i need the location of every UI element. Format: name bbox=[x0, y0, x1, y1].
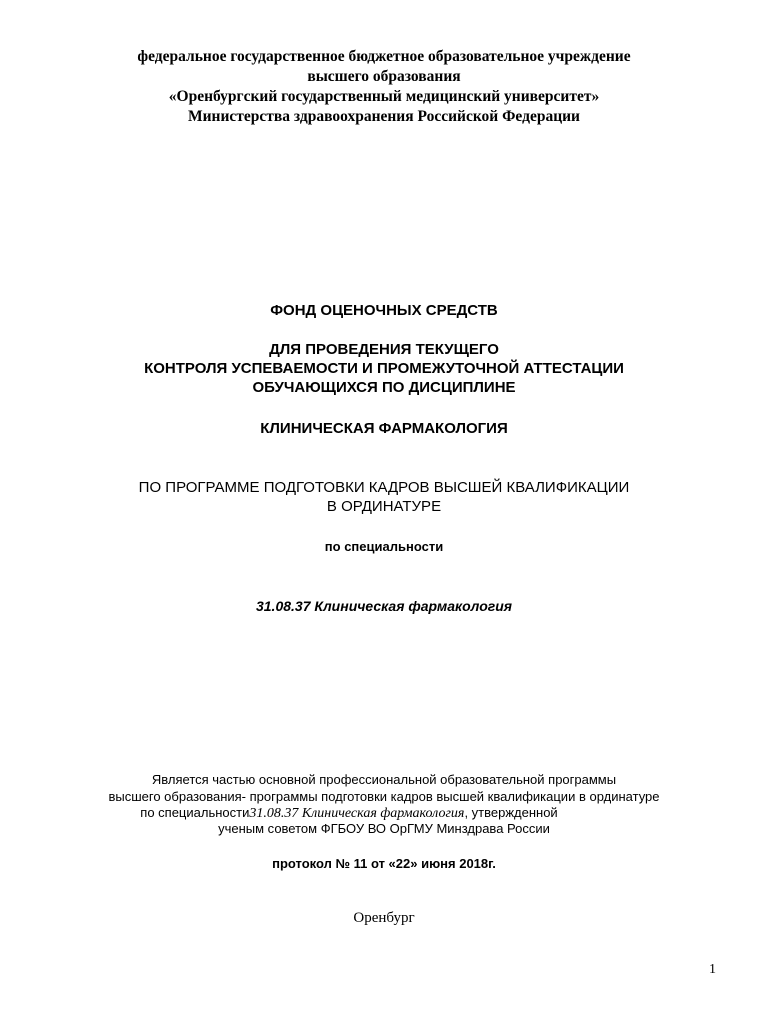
program-line-1: ПО ПРОГРАММЕ ПОДГОТОВКИ КАДРОВ ВЫСШЕЙ КВАЛИФИКАЦИИ bbox=[138, 479, 630, 496]
header-line-4: Министерства здравоохранения Российской Федерации bbox=[188, 108, 580, 125]
page-number: 1 bbox=[709, 962, 716, 977]
title-sub-2: КОНТРОЛЯ УСПЕВАЕМОСТИ И ПРОМЕЖУТОЧНОЙ АТТЕСТАЦИИ bbox=[144, 360, 624, 377]
discipline-title: КЛИНИЧЕСКАЯ ФАРМАКОЛОГИЯ bbox=[260, 420, 508, 437]
title-sub-3: ОБУЧАЮЩИХСЯ ПО ДИСЦИПЛИНЕ bbox=[252, 379, 516, 396]
protocol-line: протокол № 11 от «22» июня 2018г. bbox=[272, 856, 496, 871]
header-line-1: федеральное государственное бюджетное образовательное учреждение bbox=[137, 48, 631, 65]
approval-line-3-specialty: 31.08.37 Клиническая фармакология bbox=[249, 806, 465, 821]
city: Оренбург bbox=[353, 910, 415, 926]
header-line-2: высшего образования bbox=[307, 68, 461, 85]
approval-line-4: ученым советом ФГБОУ ВО ОрГМУ Минздрава России bbox=[218, 821, 550, 836]
title-main: ФОНД ОЦЕНОЧНЫХ СРЕДСТВ bbox=[270, 302, 498, 319]
approval-line-3-prefix: по специальности bbox=[140, 805, 250, 820]
title-sub-1: ДЛЯ ПРОВЕДЕНИЯ ТЕКУЩЕГО bbox=[269, 341, 499, 358]
header-line-3: «Оренбургский государственный медицинский университет» bbox=[168, 88, 600, 105]
specialty-label: по специальности bbox=[324, 539, 444, 554]
approval-line-2: высшего образования- программы подготовки кадров высшей квалификации в ординатуре bbox=[108, 789, 660, 804]
program-line-2: В ОРДИНАТУРЕ bbox=[326, 498, 442, 515]
approval-line-3-suffix: , утвержденной bbox=[464, 805, 558, 820]
approval-line-1: Является частью основной профессиональной образовательной программы bbox=[151, 772, 617, 787]
specialty-code: 31.08.37 Клиническая фармакология bbox=[255, 598, 513, 614]
